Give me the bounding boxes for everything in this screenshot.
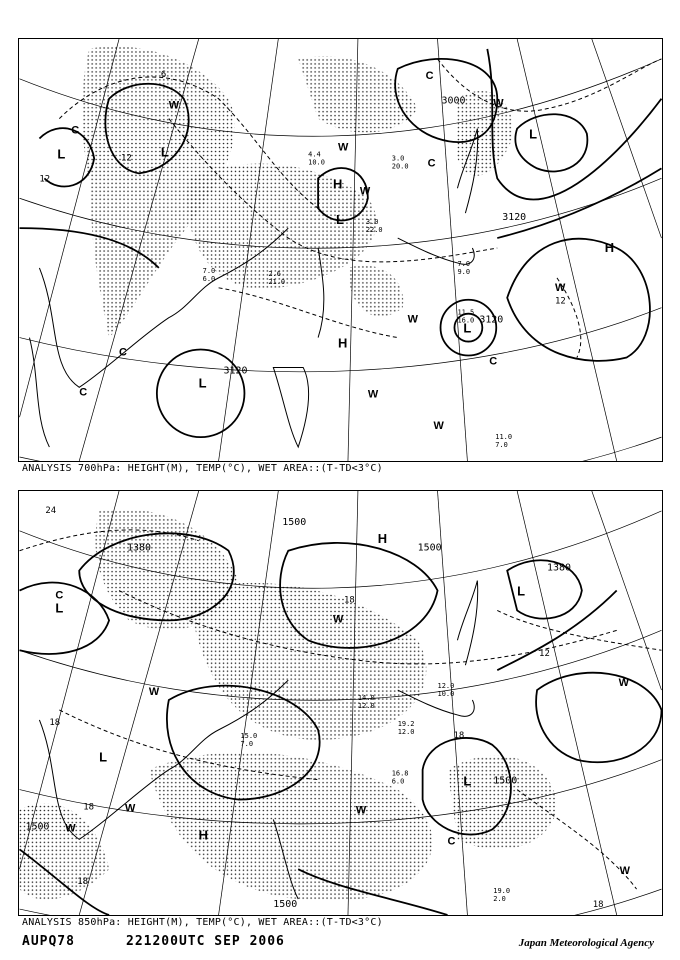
warm-marker: W [554,281,566,294]
warm-marker: W [359,185,371,198]
warm-marker: W [367,388,379,401]
high-marker: H [198,827,209,843]
height-contour-label: 1500 [493,775,518,787]
cold-marker: C [489,355,498,368]
station-dewpoint: 10.0 [437,690,455,699]
warm-marker: W [355,804,367,817]
isotherm-label: 18 [83,802,94,813]
wet-area-shading [20,509,557,904]
station-dewpoint: 12.0 [357,701,375,710]
cold-marker: C [79,386,88,399]
height-contour-label: 3000 [441,95,466,107]
warm-marker: W [333,613,344,626]
isotherm-label: 12 [539,649,550,660]
height-contour-label: 3120 [223,365,248,377]
cold-marker: C [447,835,456,848]
station-temp: 3.0 [391,154,405,163]
station-dewpoint: 9.0 [457,267,471,276]
station-temp: 12.0 [437,682,455,691]
warm-marker: W [125,802,136,815]
high-marker: H [338,335,348,351]
isotherm-label: 24 [45,505,57,516]
station-temp: 3.0 [365,218,379,227]
low-marker: L [55,600,64,616]
height-contour-label: 1500 [25,821,50,833]
height-contour-label: 1500 [282,516,307,528]
cold-marker: C [425,69,434,82]
isotherm-label: 6 [160,69,167,80]
isotherm-label: 18 [49,717,61,728]
isotherm-label: 18 [77,877,89,888]
station-temp: 2.6 [268,269,281,278]
cold-marker: C [119,346,127,359]
station-dewpoint: 6.0 [202,274,216,283]
warm-marker: W [618,677,630,690]
isotherm-label: 18 [343,595,355,606]
cold-marker: C [55,589,64,602]
low-marker: L [99,749,108,765]
station-temp: 16.8 [391,769,409,778]
chart-code: AUPQ78 [22,934,75,949]
analysis-700hpa-map [18,38,663,462]
low-marker: L [160,144,169,160]
station-temp: 4.4 [308,150,321,159]
warm-marker: W [407,313,419,326]
station-temp: 14.0 [357,694,375,703]
map-850hpa-canvas [19,491,662,915]
station-dewpoint: 10.0 [308,158,325,167]
isotherm-label: 12 [39,174,51,185]
station-dewpoint: 7.0 [240,739,254,748]
height-contour-label: 1500 [273,899,298,911]
caption-850hpa: ANALYSIS 850hPa: HEIGHT(M), TEMP(°C), WET AREA::(T-TD<3°C) [22,917,383,928]
station-dewpoint: 2.0 [493,895,506,904]
isotherm-label: 12 [121,153,132,164]
station-dewpoint: 21.0 [268,277,286,286]
low-marker: L [463,320,472,336]
warm-marker: W [338,141,349,154]
height-contour-label: 1380 [547,562,571,574]
high-marker: H [333,176,343,192]
station-temp: 7.0 [202,266,216,275]
station-dewpoint: 22.0 [365,226,383,235]
isotherm-label: 18 [592,900,604,911]
low-marker: L [529,126,538,142]
height-contour-label: 1500 [417,542,442,554]
map-700hpa-canvas [19,39,662,461]
high-marker: H [604,239,615,255]
warm-marker: W [168,99,180,112]
valid-time: 221200UTC SEP 2006 [126,934,285,949]
low-marker: L [517,583,526,599]
low-marker: L [336,212,344,228]
station-dewpoint: 7.0 [495,441,508,450]
warm-marker: W [619,865,631,878]
height-contour-label: 1380 [127,542,151,554]
warm-marker: W [65,822,76,835]
low-marker: L [57,146,66,162]
high-marker: H [377,530,388,546]
caption-700hpa: ANALYSIS 700hPa: HEIGHT(M), TEMP(°C), WET AREA::(T-TD<3°C) [22,463,383,474]
station-dewpoint: 20.0 [391,162,409,171]
low-marker: L [198,375,207,391]
station-temp: 7.0 [457,259,471,268]
warm-marker: W [493,97,504,110]
analysis-850hpa-map [18,490,663,916]
warm-marker: W [148,686,160,699]
agency-credit: Japan Meteorological Agency [518,937,654,949]
low-marker: L [463,773,472,789]
station-temp: 11.0 [495,433,513,442]
isotherm-label: 18 [453,730,465,741]
cold-marker: C [71,124,80,137]
station-dewpoint: 12.0 [397,727,415,736]
station-temp: 19.2 [397,719,415,728]
height-contour-label: 3120 [502,212,527,224]
station-temp: 15.0 [240,731,258,740]
station-temp: 11.5 [457,308,475,317]
station-dewpoint: 6.0 [391,777,405,786]
station-dewpoint: 16.0 [457,316,475,325]
height-contour-label: 3120 [479,314,504,326]
warm-marker: W [433,420,444,433]
isotherm-label: 12 [554,296,566,307]
station-temp: 19.0 [493,887,511,896]
cold-marker: C [427,157,436,170]
